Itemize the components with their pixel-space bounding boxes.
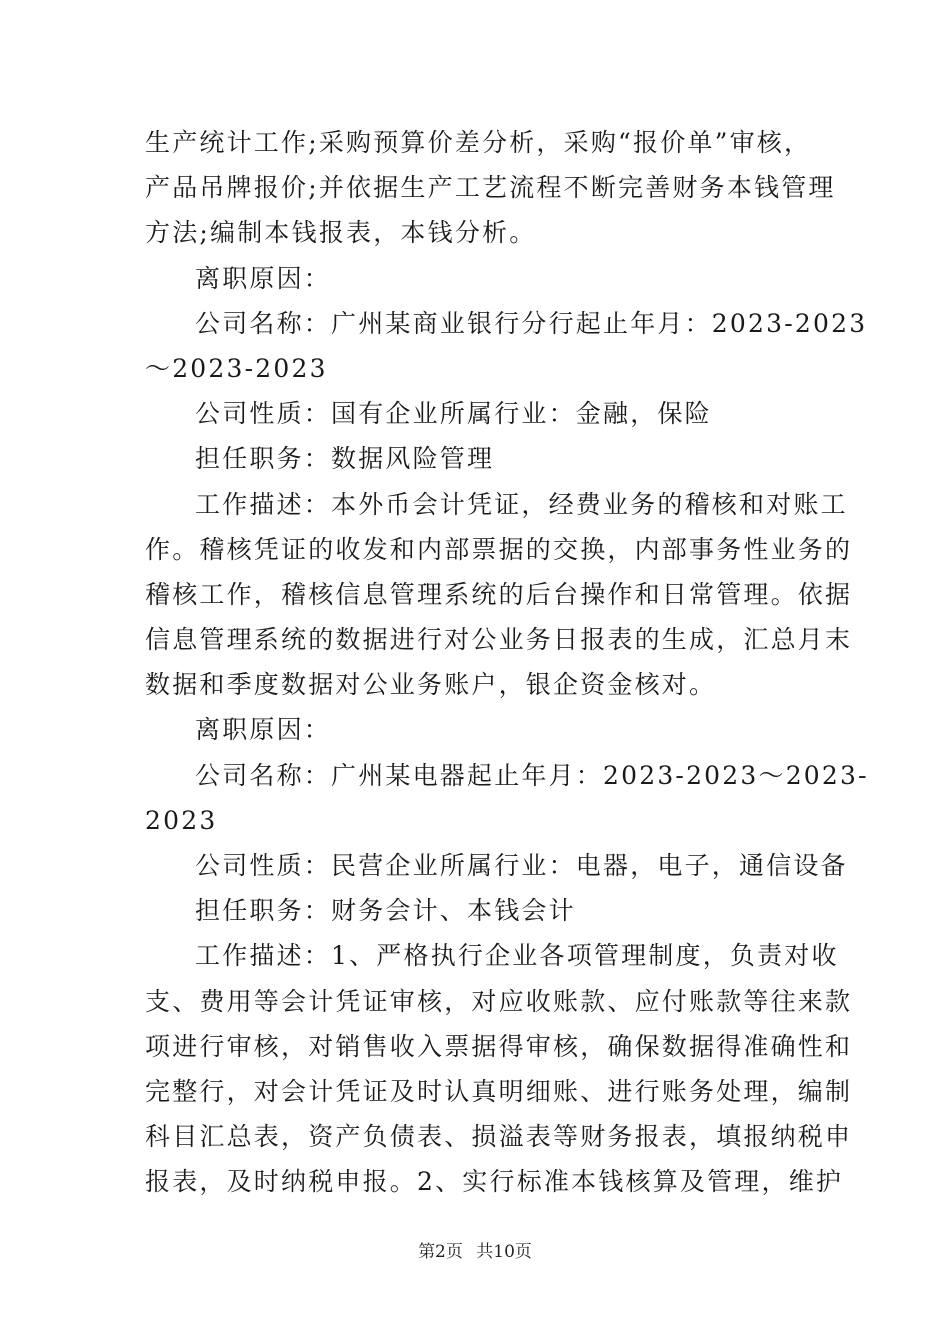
text-line: 数据和季度数据对公业务账户，银企资金核对。 <box>145 670 717 700</box>
text-line: 支、费用等会计凭证审核，对应收账款、应付账款等往来款 <box>145 986 853 1016</box>
text-line: 信息管理系统的数据进行对公业务日报表的生成，汇总月末 <box>145 625 853 655</box>
text-line: 工作描述：本外币会计凭证，经费业务的稽核和对账工 <box>195 489 848 519</box>
text-line: 科目汇总表，资产负债表、损溢表等财务报表，填报纳税申 <box>145 1122 853 1152</box>
text-line: 方法;编制本钱报表，本钱分析。 <box>145 218 537 248</box>
text-line: 工作描述：1、严格执行企业各项管理制度，负责对收 <box>195 941 839 971</box>
text-line: 作。稽核凭证的收发和内部票据的交换，内部事务性业务的 <box>145 534 853 564</box>
page-footer <box>0 1240 950 1264</box>
text-line: 公司名称：广州某电器起止年月：2023-2023～2023- <box>195 760 869 790</box>
text-line: 离职原因： <box>195 263 332 293</box>
text-line: 稽核工作，稽核信息管理系统的后台操作和日常管理。依据 <box>145 579 853 609</box>
text-line: 报表，及时纳税申报。2、实行标准本钱核算及管理，维护 <box>145 1167 844 1197</box>
text-line: 项进行审核，对销售收入票据得审核，确保数据得准确性和 <box>145 1031 853 1061</box>
page-number: 第2页 <box>418 1242 463 1262</box>
page-total: 共10页 <box>476 1242 532 1262</box>
text-line: 2023 <box>145 805 218 835</box>
text-line: 公司名称：广州某商业银行分行起止年月：2023-2023 <box>195 308 868 338</box>
text-line: 产品吊牌报价;并依据生产工艺流程不断完善财务本钱管理 <box>145 173 836 203</box>
text-line: 担任职务：数据风险管理 <box>195 444 495 474</box>
text-line: 公司性质：国有企业所属行业：金融，保险 <box>195 399 712 429</box>
text-line: 生产统计工作;采购预算价差分析，采购“报价单”审核， <box>145 128 812 157</box>
text-line: 完整行，对会计凭证及时认真明细账、进行账务处理，编制 <box>145 1076 853 1106</box>
text-line: ～2023-2023 <box>145 353 328 383</box>
document-body <box>145 120 869 1205</box>
text-line: 担任职务：财务会计、本钱会计 <box>195 896 576 926</box>
text-line: 公司性质：民营企业所属行业：电器，电子，通信设备 <box>195 851 848 880</box>
text-line: 离职原因： <box>195 715 332 745</box>
